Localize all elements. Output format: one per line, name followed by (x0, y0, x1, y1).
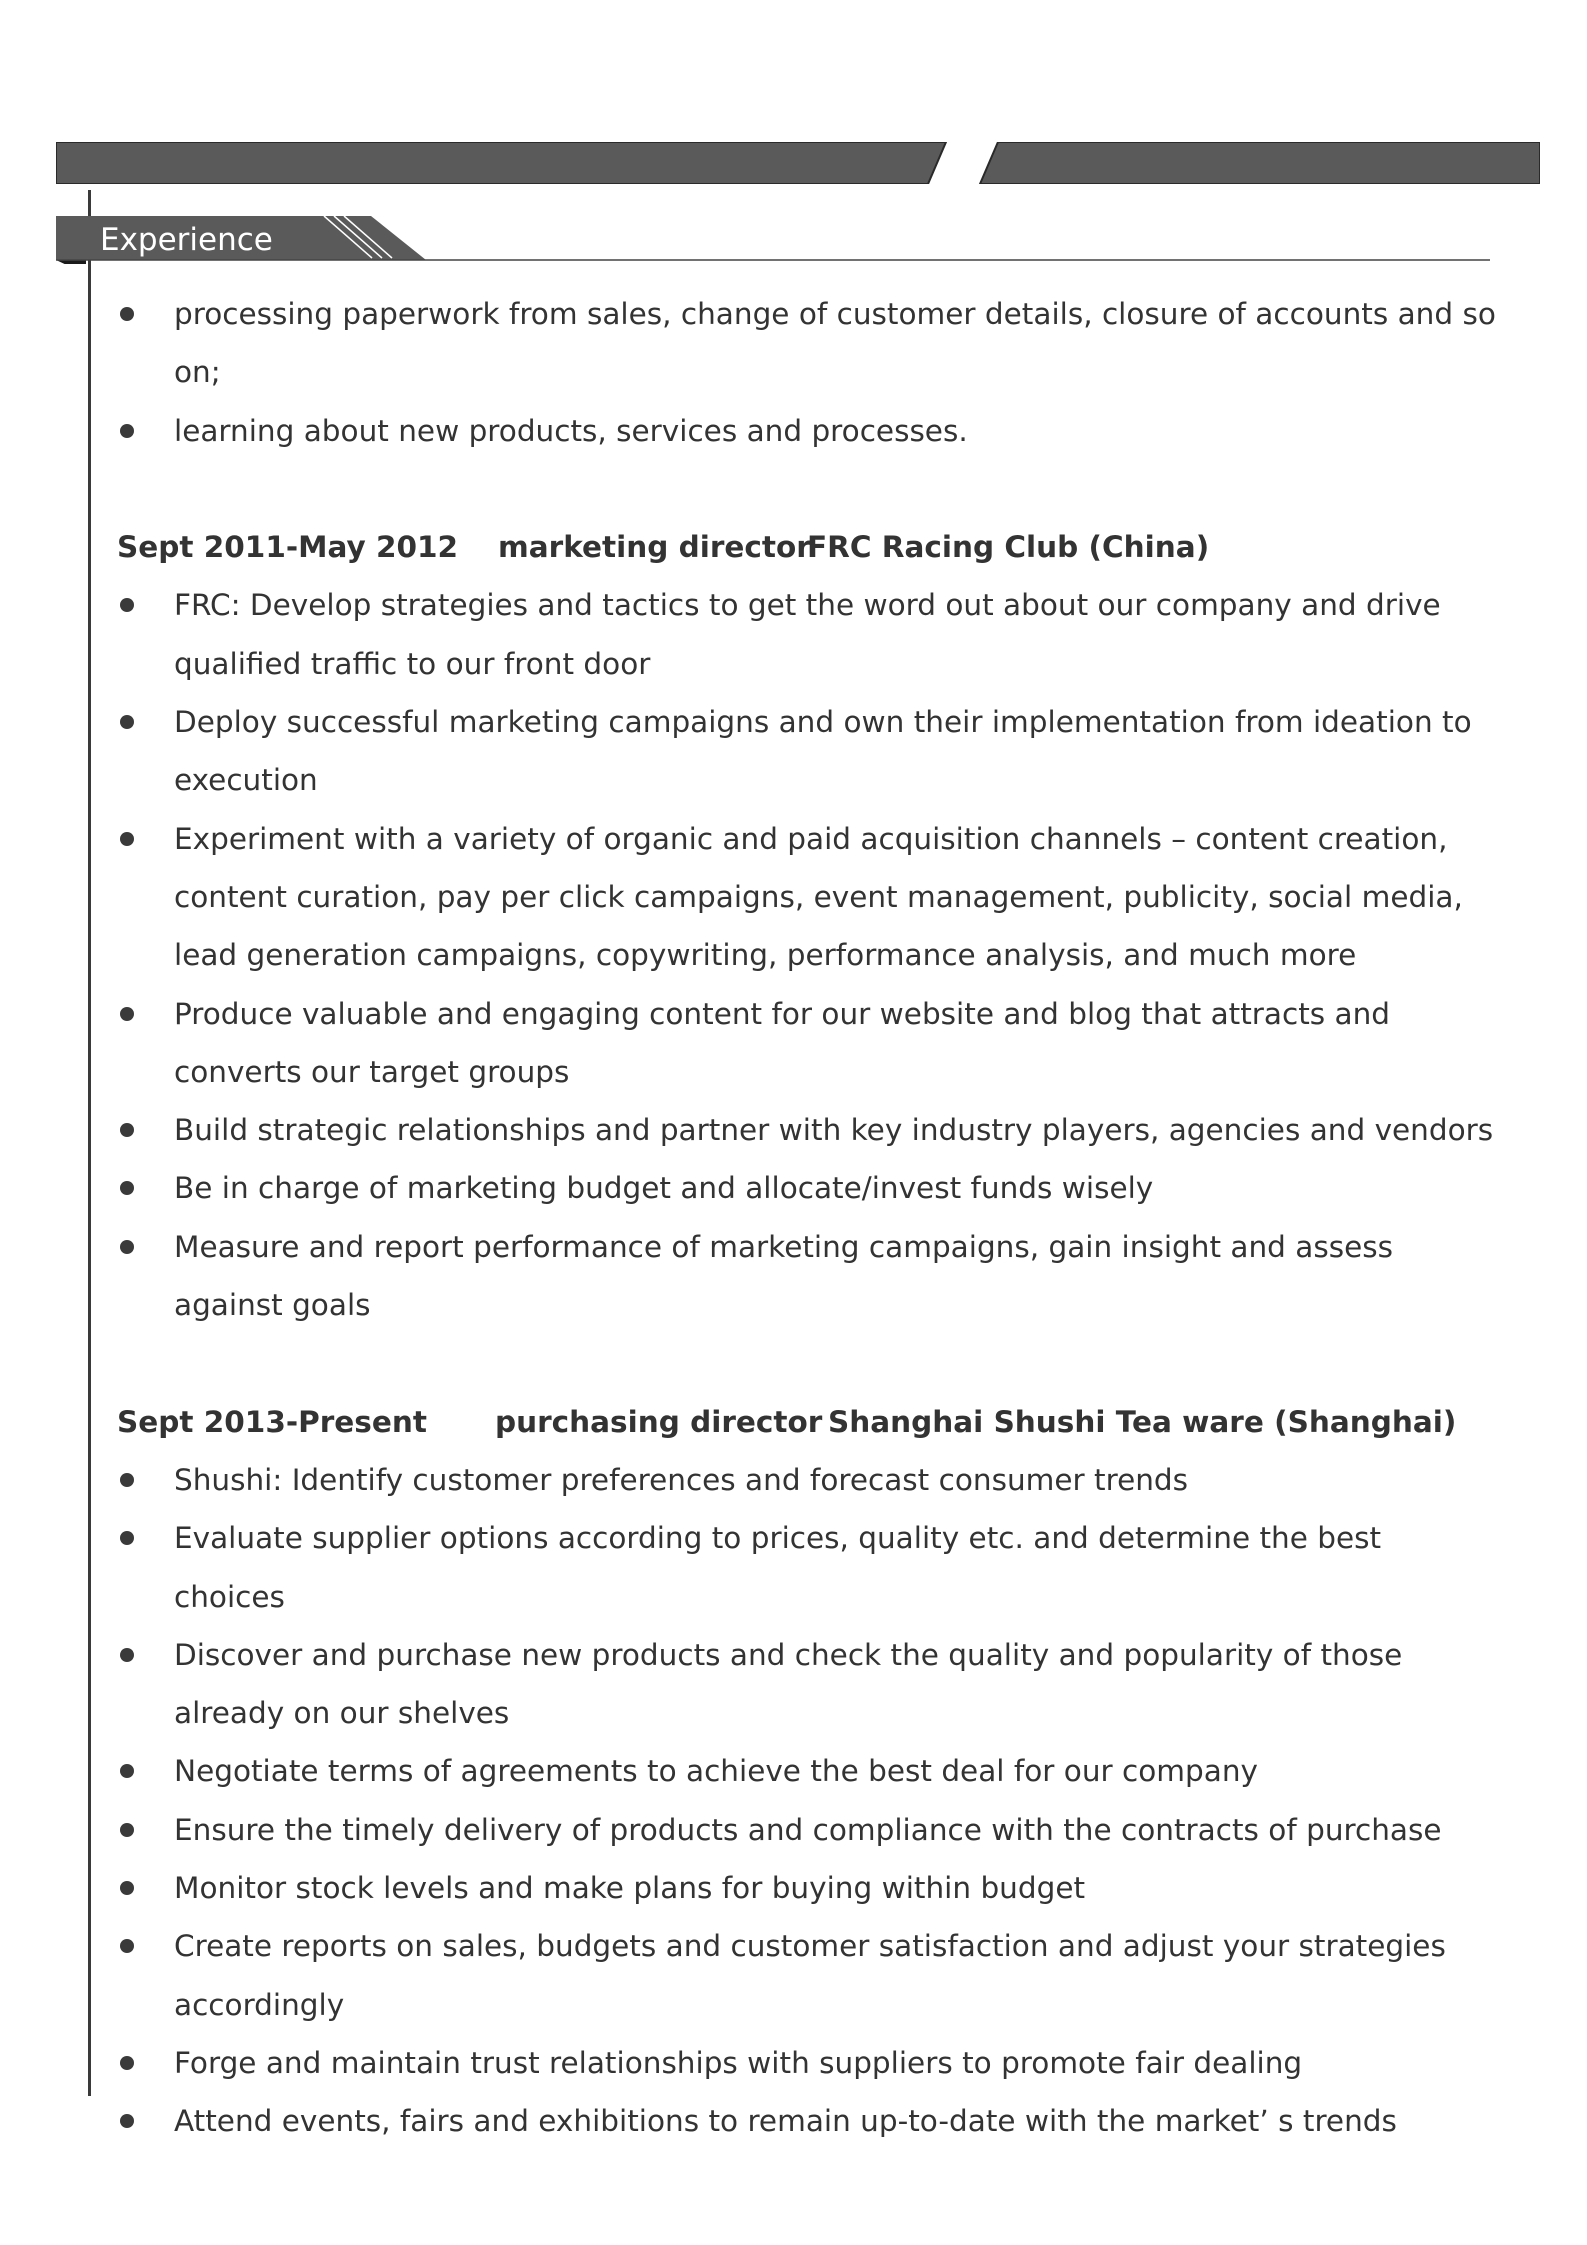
list-item (117, 402, 1497, 460)
bullet-icon (120, 1123, 134, 1137)
list-item (117, 1626, 1497, 1743)
bullet-icon (120, 1939, 134, 1953)
list-item (117, 1509, 1497, 1626)
item-text: Ensure the timely delivery of products and compliance with the contracts of purchase (174, 1812, 1442, 1847)
item-text: Discover and purchase new products and check the quality and popularity of those already on our shelves (174, 1637, 1403, 1731)
item-text: processing paperwork from sales, change of customer details, closure of accounts and so on; (174, 297, 1496, 390)
list-item (117, 1801, 1497, 1859)
bullet-icon (120, 1881, 134, 1895)
bullet-icon (120, 715, 134, 729)
bullet-icon (120, 1531, 134, 1545)
list-item (117, 985, 1497, 1102)
item-text: Deploy successful marketing campaigns and own their implementation from ideation to execution (174, 705, 1472, 798)
list-item (117, 1159, 1497, 1217)
bullet-icon (120, 1648, 134, 1662)
item-text: Measure and report performance of marketing campaigns, gain insight and assess against goals (174, 1229, 1393, 1323)
list-item (117, 1101, 1497, 1159)
job-title: marketing director (498, 530, 811, 565)
job-header (117, 1393, 1497, 1451)
job-header (117, 518, 1497, 576)
list-item (117, 810, 1497, 985)
item-text: Forge and maintain trust relationships with suppliers to promote fair dealing (174, 2045, 1303, 2080)
item-text: Attend events, fairs and exhibitions to remain up-to-date with the market’ s trends (174, 2104, 1397, 2139)
bullet-icon (120, 307, 134, 321)
job-title: purchasing director (495, 1404, 823, 1439)
bullet-icon (120, 1473, 134, 1487)
bullet-icon (120, 1823, 134, 1837)
list-item (117, 1218, 1497, 1335)
bullet-icon (120, 424, 134, 438)
list-item (117, 576, 1497, 693)
item-text: Build strategic relationships and partner with key industry players, agencies and vendors (174, 1113, 1494, 1148)
list-item (117, 2034, 1497, 2092)
item-text: Produce valuable and engaging content for our website and blog that attracts and converts our target groups (174, 996, 1391, 1089)
list-item (117, 1742, 1497, 1800)
bullet-icon (120, 598, 134, 612)
bullet-icon (120, 1007, 134, 1021)
experience-content (117, 285, 1497, 2151)
top-banner-bar (56, 142, 1540, 184)
bullet-icon (120, 1181, 134, 1195)
list-item (117, 1451, 1497, 1509)
item-text: Be in charge of marketing budget and allocate/invest funds wisely (174, 1171, 1154, 1206)
item-text: Monitor stock levels and make plans for buying within budget (174, 1871, 1086, 1906)
item-text: Negotiate terms of agreements to achieve the best deal for our company (174, 1754, 1258, 1789)
item-text: Experiment with a variety of organic and paid acquisition channels – content creation, content curation, pay per click campaigns, event management, publicity, social media, lead generation campaigns, copywriting, performance analysis, and much more (174, 821, 1463, 973)
item-text: FRC: Develop strategies and tactics to get the word out about our company and drive qualified traffic to our front door (174, 588, 1441, 681)
job-company: FRC Racing Club (China) (807, 530, 1210, 565)
bullet-icon (120, 832, 134, 846)
item-text: Evaluate supplier options according to prices, quality etc. and determine the best choices (174, 1521, 1382, 1614)
list-item (117, 1917, 1497, 2034)
bullet-icon (120, 2114, 134, 2128)
item-text: learning about new products, services and processes. (174, 413, 968, 448)
list-item (117, 1859, 1497, 1917)
timeline-line (88, 190, 91, 2096)
item-text: Shushi: Identify customer preferences and forecast consumer trends (174, 1462, 1189, 1497)
job-dates: Sept 2011-May 2012 (117, 530, 459, 565)
list-item (117, 285, 1497, 402)
section-title: Experience (100, 222, 273, 258)
bullet-icon (120, 2056, 134, 2070)
item-text: Create reports on sales, budgets and customer satisfaction and adjust your strategies accordingly (174, 1929, 1446, 2022)
bullet-icon (120, 1764, 134, 1778)
job-company: Shanghai Shushi Tea ware (Shanghai) (828, 1404, 1457, 1439)
job-dates: Sept 2013-Present (117, 1404, 427, 1439)
list-item (117, 693, 1497, 810)
bullet-icon (120, 1240, 134, 1254)
list-item (117, 2092, 1497, 2150)
